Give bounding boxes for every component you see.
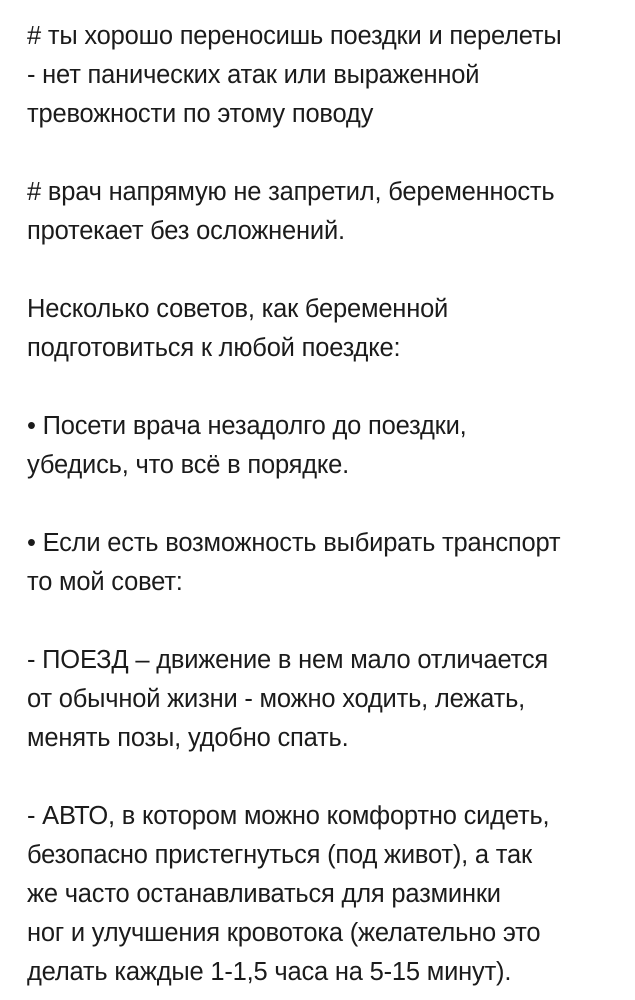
text-line: - ПОЕЗД – движение в нем мало отличается [27,646,548,674]
text-line: то мой совет: [27,568,183,596]
paragraph-choose-transport [27,524,627,602]
text-line: Несколько советов, как беременной [27,295,449,323]
article-text [27,17,627,992]
paragraph-visit-doctor [27,407,627,485]
text-line: делать каждые 1-1,5 часа на 5-15 минут). [27,958,512,986]
text-line: протекает без осложнений. [27,217,345,245]
text-line: - АВТО, в котором можно комфортно сидеть, [27,802,550,830]
paragraph-doctor-approval [27,173,627,251]
text-line: менять позы, удобно спать. [27,724,349,752]
text-line: подготовиться к любой поездке: [27,334,401,362]
text-line: # врач напрямую не запретил, беременность [27,178,555,206]
text-line: же часто останавливаться для разминки [27,880,501,908]
text-line: убедись, что всё в порядке. [27,451,350,479]
paragraph-tips-intro [27,290,627,368]
text-line: - нет панических атак или выраженной [27,61,480,89]
paragraph-car [27,797,627,992]
text-line: тревожности по этому поводу [27,100,374,128]
text-line: безопасно пристегнуться (под живот), а так [27,841,532,869]
paragraph-travel-tolerance [27,17,627,134]
text-line: • Если есть возможность выбирать транспорт [27,529,561,557]
text-line: • Посети врача незадолго до поездки, [27,412,467,440]
text-line: от обычной жизни - можно ходить, лежать, [27,685,526,713]
text-line: # ты хорошо переносишь поездки и перелеты [27,22,562,50]
paragraph-train [27,641,627,758]
text-line: ног и улучшения кровотока (желательно это [27,919,541,947]
